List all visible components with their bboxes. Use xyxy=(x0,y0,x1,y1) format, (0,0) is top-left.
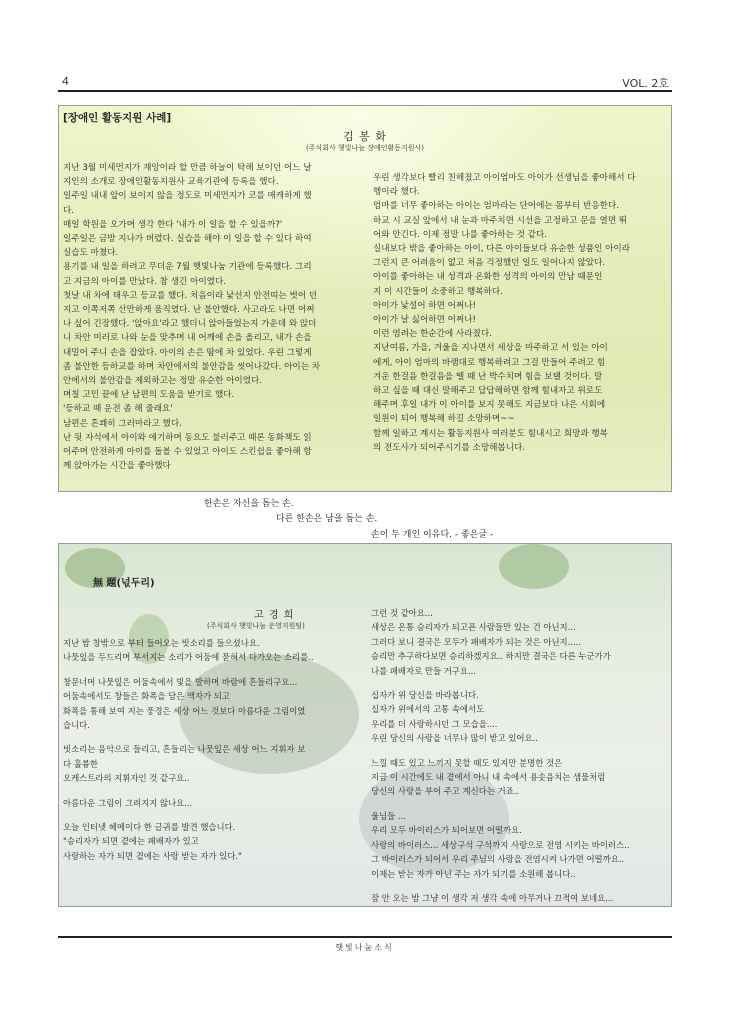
text-line: 아이가 낯설어 하면 어쩌나! xyxy=(373,300,476,311)
quote-line-3: 손이 두 개인 이유다. - 좋은글 - xyxy=(371,530,494,540)
text-line: 그 바이러스가 되어서 우리 주님의 사랑을 전염시켜 나가면 어떨까요.. xyxy=(371,854,625,865)
paragraph-gap xyxy=(63,810,314,820)
text-line: 함께 일하고 계시는 활동지원사 여러분도 힘내시고 희망과 행복 xyxy=(373,428,608,439)
text-line: 우리 모두 바이러스가 되어보면 어떨까요. xyxy=(371,825,522,836)
text-line: 께 앉아가는 시간을 좋아했다 xyxy=(63,461,171,472)
text-line: 일원이 되어 행복해 하길 소망하며~~ xyxy=(373,414,515,425)
text-line: 화폭을 통해 보여 지는 풍경은 세상 어느 것보다 아름다운 그림이였 xyxy=(63,705,306,716)
text-line: 우린 생각보다 빨리 친해졌고 아이엄마도 아이가 선생님을 좋아해서 다 xyxy=(373,173,636,183)
text-line: 어와 안긴다. 이제 정말 나를 좋아하는 것 같다. xyxy=(373,229,548,240)
text-line: 사랑하는 자가 되면 곁에는 사랑 받는 자가 있다." xyxy=(63,850,242,861)
text-line: 용기를 내 일을 하려고 무더운 7월 햇빛나눔 기관에 등록했다. 그리 xyxy=(63,262,312,273)
text-line: 느낄 때도 있고 느끼지 못할 때도 있지만 분명한 것은 xyxy=(371,757,563,768)
text-line: 지난여름, 가을, 겨울을 지나면서 세상을 마주하고 서 있는 아이 xyxy=(373,343,608,354)
text-line: 다. xyxy=(63,205,75,216)
text-line: 좀 불안한 등하교를 하며 차안에서의 불안감을 씻어나갔다. 아이는 차 xyxy=(63,361,321,372)
text-line: 난 뒷 자석에서 아이와 얘기하며 동요도 불러주고 때론 동화책도 읽 xyxy=(63,432,312,443)
leaf-decoration xyxy=(499,544,569,589)
text-line: 어주며 안전하게 아이를 돌볼 수 있었고 아이도 스킨쉽을 좋아해 함 xyxy=(63,447,312,458)
text-line: 지난 3월 미세먼지가 재앙이라 할 만큼 하늘이 탁해 보이던 어느 날 xyxy=(63,163,312,173)
text-line: 십자가 위 당신을 바라봅니다. xyxy=(371,690,479,701)
text-line: 승리만 추구하다보면 승리하겠지요.. 하지만 결국은 다른 누군가가 xyxy=(371,651,611,662)
text-line: 에게, 아이 엄마의 바램대로 행복하려고 그걸 만들어 주려고 힘 xyxy=(373,357,606,368)
text-line: 그런지 큰 어려움이 없고 처음 걱정했던 일도 일어나지 않았다. xyxy=(373,258,606,269)
text-line: 나 싶어 긴장했다. '앉아요'라고 했더니 앉아들었는지 가운데 와 앉더 xyxy=(63,319,317,330)
footer-text: 햇빛나눔소식 xyxy=(335,943,394,952)
text-line: 당신의 사랑을 부어 주고 계신다는 거죠.. xyxy=(371,786,520,797)
text-line: 오케스트라의 지휘자인 것 같구요.. xyxy=(63,773,190,784)
paragraph-gap xyxy=(371,746,629,756)
text-line: 우리를 더 사랑하시던 그 모습을.... xyxy=(371,718,498,729)
paragraph-gap xyxy=(63,786,314,796)
case-author: 김 봉 화 xyxy=(343,130,387,143)
case-right-column xyxy=(373,171,668,455)
essay-left-column xyxy=(63,636,314,863)
text-line: 나를 패배자로 만들 거구요... xyxy=(371,665,476,676)
text-line: 지금 이 시간에도 내 곁에서 아니 내 속에서 용솟음치는 샘물처럼 xyxy=(371,772,606,783)
case-story-panel xyxy=(58,105,672,492)
text-line: 아이가 날 싫어하면 어쩌나! xyxy=(373,315,476,326)
text-line: 나뭇잎을 두드리며 부서지는 소리가 어둠에 묻혀서 다가오는 소리를.. xyxy=(63,652,314,663)
text-line: 어둠속에서도 창들은 화폭을 담은 액자가 되고 xyxy=(63,691,231,702)
text-line: 십자가 위에서의 고통 속에서도 xyxy=(371,704,485,715)
essay-author: 고 경 희 xyxy=(254,610,295,621)
essay-affiliation: (주식회사 햇빛나눔 운영지원팀) xyxy=(207,622,305,630)
text-line: 행이라 했다. xyxy=(373,187,420,198)
text-line: 하교 시 교실 앞에서 내 눈과 마주치면 시선을 고정하고 문을 열면 뛰 xyxy=(373,215,628,226)
footer-rule xyxy=(58,936,672,938)
text-line: 다 훌륭한 xyxy=(63,758,99,769)
text-line: 안에서의 불안감을 제외하고는 정말 유순한 아이였다. xyxy=(63,376,263,387)
text-line: 지고 이쪽저쪽 산만하게 움직였다. 난 불안했다. 사고라도 나면 어쩌 xyxy=(63,305,315,316)
text-line: 세상은 온통 승리자가 되고픈 사람들만 있는 건 아닌지... xyxy=(371,622,576,633)
paragraph-gap xyxy=(371,799,629,809)
essay-panel xyxy=(58,543,672,907)
text-line: 그런 것 같아요... xyxy=(371,608,433,618)
text-line: 하고 싶을 때 대신 말해주고 답답해하면 함께 힘내자고 위로도 xyxy=(373,386,603,397)
text-line: 빗소리는 음악으로 들리고, 흔들리는 나뭇잎은 세상 어느 지휘자 보 xyxy=(63,744,306,755)
text-line: 이런 염려는 한순간에 사라졌다. xyxy=(373,329,492,340)
text-line: 습니다. xyxy=(63,720,90,731)
text-line: "승리자가 되면 곁에는 패배자가 있고 xyxy=(63,836,199,847)
text-line: 울님들 ... xyxy=(371,810,406,821)
paragraph-gap xyxy=(63,665,314,675)
section-title: [장애인 활동지원 사례] xyxy=(63,112,172,124)
essay-right-column xyxy=(371,606,629,905)
case-affiliation: (주식회사 햇빛나눔 장애인활동지원사) xyxy=(305,144,425,152)
text-line: 사랑의 바이러스... 세상구석 구석까지 사랑으로 전염 시키는 바이러스.. xyxy=(371,839,630,850)
text-line: 지인의 소개로 장애인활동지원사 교육기관에 등록을 했다. xyxy=(63,177,279,188)
text-line: 남편은 흔쾌히 그러마라고 했다. xyxy=(63,418,182,429)
page-number: 4 xyxy=(62,75,69,88)
text-line: 겨운 한걸음 한걸음을 뗄 때 난 박수치며 힘을 보탤 것이다. 말 xyxy=(373,371,603,382)
text-line: 며칠 고민 끝에 난 남편의 도움을 받기로 했다. xyxy=(63,390,235,401)
paragraph-gap xyxy=(371,881,629,891)
text-line: 아이를 좋아하는 내 성격과 온화한 성격의 아이의 만남 때문인 xyxy=(373,272,603,283)
text-line: 우린 당신의 사랑을 너무나 많이 받고 있어요.. xyxy=(371,733,538,744)
quote-line-1: 한손은 자신을 돕는 손. xyxy=(204,499,294,509)
essay-title: 無 題(넋두리) xyxy=(93,578,155,589)
header-rule xyxy=(58,90,672,92)
text-line: 오늘 인터넷 헤메이다 한 글귀를 발견 했습니다. xyxy=(63,822,236,833)
text-line: 니 차안 미러로 나와 눈을 맞추며 내 어깨에 손을 올리고, 내가 손을 xyxy=(63,333,312,344)
paragraph-gap xyxy=(63,732,314,742)
text-line: 의 전도사가 되어주시기를 소망해봅니다. xyxy=(373,442,526,453)
text-line: 내밀어 주니 손을 잡았다. 아이의 손은 땀에 차 있었다. 우린 그렇게 xyxy=(63,347,312,358)
case-left-column xyxy=(63,161,358,473)
text-line: '등하교 때 운전 좀 해 줄래요' xyxy=(63,404,173,415)
text-line: 지난 밤 창밖으로 부터 들어오는 빗소리를 들으셨나요. xyxy=(63,638,260,648)
text-line: 고 지금의 아이를 만났다. 참 생긴 아이였다. xyxy=(63,276,226,287)
text-line: 창문너머 나뭇잎은 어둠속에서 빛을 발하며 바람에 흔들리구요... xyxy=(63,676,298,687)
text-line: 일주일 내내 앞이 보이지 않을 정도로 미세먼지가 코를 매캐하게 했 xyxy=(63,191,312,202)
text-line: 실습도 마쳤다. xyxy=(63,248,119,259)
text-line: 매일 학원을 오가며 생각 한다 '내가 이 일을 할 수 있을까?' xyxy=(63,219,283,230)
text-line: 첫날 내 차에 태우고 등교를 했다. 처음이라 낯선지 안전띠는 벗어 던 xyxy=(63,290,318,301)
text-line: 해주며 후일 내가 이 아이를 보지 못해도 지금보다 나은 시회에 xyxy=(373,400,606,411)
paragraph-gap xyxy=(371,678,629,688)
text-line: 아름다운 그림이 그려지지 않나요... xyxy=(63,797,193,808)
text-line: 잠 안 오는 밤 그냥 이 생각 저 생각 속에 아무거나 끄적여 보네요... xyxy=(371,892,614,903)
text-line: 그러다 보니 결국은 모두가 패배자가 되는 것은 아닌지..... xyxy=(371,636,581,647)
text-line: 이제는 받는 자가 아닌 주는 자가 되기를 소원해 봅니다.. xyxy=(371,868,576,879)
text-line: 엄마를 너무 좋아하는 아이는 엄마라는 단어에는 몸부터 반응한다. xyxy=(373,201,619,212)
volume-label: VOL. 2호 xyxy=(622,77,669,90)
text-line: 일주일은 금방 지나가 버렸다. 실습을 해야 이 일을 할 수 있다 하여 xyxy=(63,234,312,245)
text-line: 지 이 시간들이 소중하고 행복하다. xyxy=(373,286,503,297)
text-line: 실내보다 밖을 좋아하는 아이, 다른 아이들보다 유순한 성품인 아이라 xyxy=(373,244,631,255)
quote-line-2: 다른 한손은 남을 돕는 손. xyxy=(276,514,378,524)
